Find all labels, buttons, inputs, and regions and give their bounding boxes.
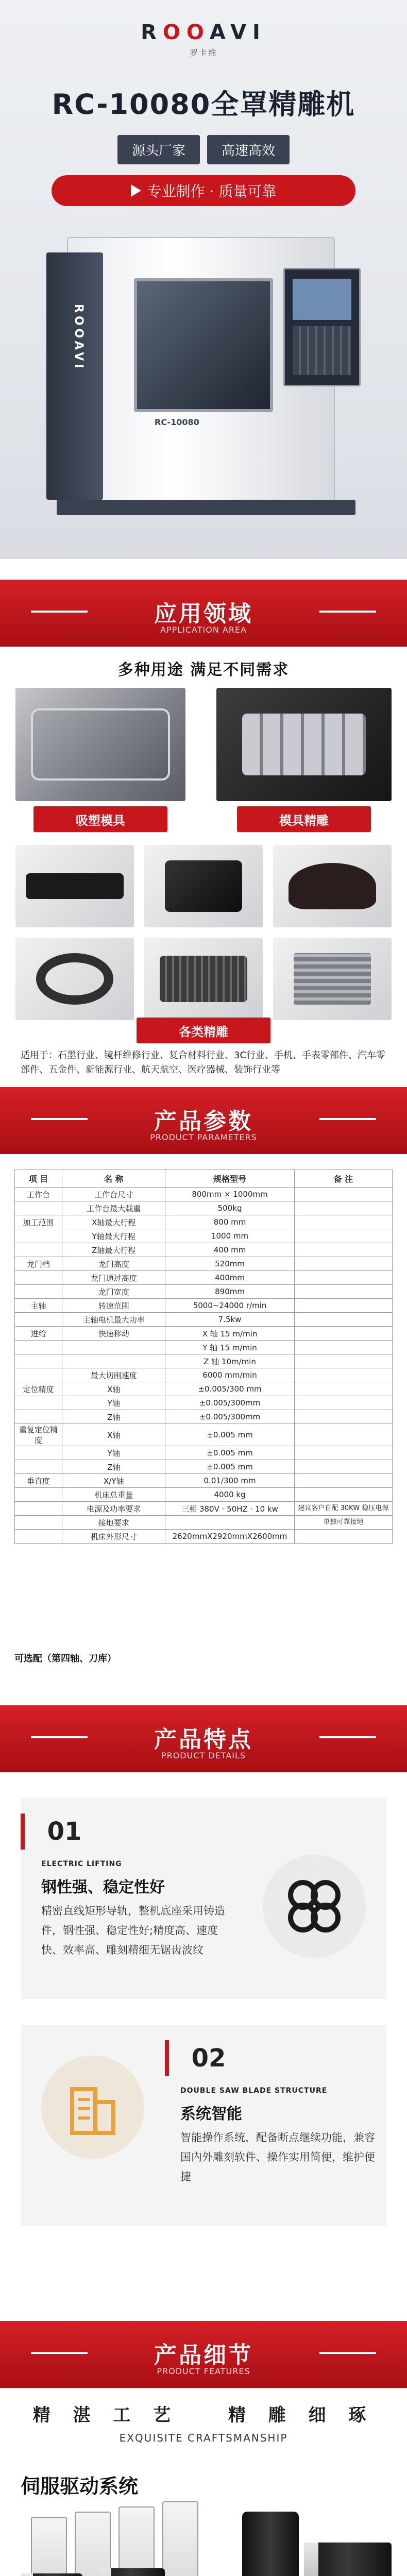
table-row <box>15 1354 393 1368</box>
table-cell-note: 建议客户自配 30KW 稳压电源 <box>294 1502 392 1516</box>
table-cell-group: 重复定位精度 <box>15 1424 62 1446</box>
table-row <box>15 1382 393 1396</box>
table-cell-spec: 400mm <box>165 1271 294 1285</box>
table-cell-spec: ±0.005/300mm <box>165 1396 294 1410</box>
table-header-cell: 规格型号 <box>165 1170 294 1188</box>
part-shape <box>165 860 242 912</box>
table-cell-name: 机床总重量 <box>62 1488 165 1502</box>
table-cell-spec: X 轴 15 m/min <box>165 1327 294 1341</box>
sample-photo-2 <box>144 845 263 927</box>
table-cell-name: Z轴最大行程 <box>62 1243 165 1257</box>
feature-card <box>21 2025 386 2226</box>
table-cell-name: Y轴最大行程 <box>62 1229 165 1243</box>
table-row <box>15 1341 393 1354</box>
table-cell-note <box>294 1215 392 1229</box>
table-cell-spec: 500kg <box>165 1201 294 1215</box>
feature-number-bar <box>21 1814 25 1850</box>
table-cell-note <box>294 1257 392 1271</box>
table-cell-group: 垂直度 <box>15 1474 62 1488</box>
table-row <box>15 1474 393 1488</box>
table-cell-name: 机床外形尺寸 <box>62 1530 165 1544</box>
table-cell-note <box>294 1382 392 1396</box>
table-row <box>15 1368 393 1382</box>
table-row <box>15 1285 393 1299</box>
params-section <box>0 1087 407 1705</box>
sample-photo-1 <box>15 845 134 927</box>
servo-driver <box>118 2506 155 2576</box>
table-cell-name: 快速移动 <box>62 1327 165 1341</box>
clover-icon <box>263 1855 366 1958</box>
table-row <box>15 1327 393 1341</box>
table-cell-note <box>294 1396 392 1410</box>
caption-various-engraving: 各类精雕 <box>137 1018 270 1043</box>
machine-control-panel <box>283 268 361 386</box>
table-cell-spec <box>165 1516 294 1530</box>
sample-photo-blister-mold <box>15 688 185 801</box>
table-cell-spec: ±0.005 mm <box>165 1424 294 1446</box>
table-cell-name: X/Y轴 <box>62 1474 165 1488</box>
section-subtitle: PRODUCT DETAILS <box>161 1751 246 1760</box>
table-header-cell: 备 注 <box>294 1170 392 1188</box>
feature-cn-title: 钢性强、稳定性好 <box>41 1878 165 1896</box>
application-subtitle: 多种用途 满足不同需求 <box>117 661 290 679</box>
craft-char: 琢 <box>348 2405 375 2426</box>
table-cell-name: X轴 <box>62 1382 165 1396</box>
table-header-cell: 项 目 <box>15 1170 62 1188</box>
part-shape <box>36 953 113 1005</box>
craft-char: 雕 <box>268 2405 294 2426</box>
table-cell-note <box>294 1313 392 1327</box>
servo-driver <box>75 2512 111 2576</box>
table-cell-note <box>294 1327 392 1341</box>
craft-char: 工 <box>113 2405 139 2426</box>
table-cell-name: Z轴 <box>62 1410 165 1424</box>
table-cell-spec: 1000 mm <box>165 1229 294 1243</box>
clover-icon-svg <box>286 1878 343 1935</box>
table-cell-spec: ±0.005 mm <box>165 1446 294 1460</box>
table-cell-name: X轴 <box>62 1424 165 1446</box>
table-row <box>15 1229 393 1243</box>
table-cell-group <box>15 1341 62 1354</box>
table-cell-name <box>62 1341 165 1354</box>
table-cell-spec: 890mm <box>165 1285 294 1299</box>
table-row <box>15 1446 393 1460</box>
section-title: 产品特点 <box>154 1726 253 1753</box>
table-cell-group: 主轴 <box>15 1299 62 1313</box>
table-cell-group <box>15 1354 62 1368</box>
table-cell-spec: ±0.005/300mm <box>165 1410 294 1424</box>
sample-photo-4 <box>15 938 134 1020</box>
section-subtitle: APPLICATION AREA <box>160 625 247 635</box>
table-cell-note <box>294 1188 392 1201</box>
features-section <box>0 1705 407 2321</box>
table-cell-spec: 0.01/300 mm <box>165 1474 294 1488</box>
table-cell-spec: 6000 mm/min <box>165 1368 294 1382</box>
table-cell-spec: 4000 kg <box>165 1488 294 1502</box>
table-row <box>15 1243 393 1257</box>
section-header <box>0 1705 407 1772</box>
servo-title: 伺服驱动系统 <box>21 2475 139 2498</box>
table-row <box>15 1488 393 1502</box>
table-cell-group <box>15 1271 62 1285</box>
table-cell-group <box>15 1516 62 1530</box>
feature-en-title: DOUBLE SAW BLADE STRUCTURE <box>180 2087 328 2095</box>
machine-model-plate: RC-10080 <box>155 417 199 427</box>
table-row <box>15 1201 393 1215</box>
table-cell-note <box>294 1243 392 1257</box>
table-cell-name: Y轴 <box>62 1446 165 1460</box>
table-cell-note <box>294 1354 392 1368</box>
caption-mold-engraving: 模具精雕 <box>237 806 371 832</box>
machine-image <box>36 222 371 531</box>
hero-tag: 高速高效 <box>207 135 290 164</box>
table-cell-note <box>294 1299 392 1313</box>
table-cell-note <box>294 1285 392 1299</box>
section-title: 应用领域 <box>154 601 253 627</box>
table-cell-note <box>294 1460 392 1474</box>
part-shape <box>294 953 371 1005</box>
table-cell-note <box>294 1424 392 1446</box>
section-header <box>0 2321 407 2388</box>
brand <box>0 21 407 58</box>
table-cell-name: Y轴 <box>62 1396 165 1410</box>
optional-config: 可选配（第四轴、刀库） <box>14 1653 116 1664</box>
feature-number-bar <box>165 2040 169 2076</box>
table-cell-spec: 三相 380V · 50HZ · 10 kw <box>165 1502 294 1516</box>
hero-tags <box>0 135 407 164</box>
application-text: 适用于：石墨行业、镜杆维修行业、复合材料行业、3C行业、手机、手表零部件、汽车零部件、五金件、新能源行业、航天航空、医疗器械、装饰行业等 <box>21 1050 386 1075</box>
table-cell-spec: ±0.005/300 mm <box>165 1382 294 1396</box>
table-row <box>15 1410 393 1424</box>
table-cell-note: 单独可靠接地 <box>294 1516 392 1530</box>
hero-title: RC-10080全罩精雕机 <box>52 88 355 121</box>
feature-en-title: ELECTRIC LIFTING <box>41 1860 122 1868</box>
table-cell-group <box>15 1446 62 1460</box>
craft-slogan-en: EXQUISITE CRAFTSMANSHIP <box>119 2432 288 2444</box>
feature-cn-title: 系统智能 <box>180 2105 242 2123</box>
table-row <box>15 1502 393 1516</box>
hero-section <box>0 0 407 559</box>
craft-char: 细 <box>308 2405 334 2426</box>
craft-char: 精 <box>32 2405 59 2426</box>
machine-window <box>134 278 273 412</box>
table-row <box>15 1424 393 1446</box>
play-icon <box>131 184 141 197</box>
section-subtitle: PRODUCT PARAMETERS <box>150 1132 257 1142</box>
table-cell-group <box>15 1229 62 1243</box>
hero-tag: 源头厂家 <box>117 135 200 164</box>
table-cell-group <box>15 1285 62 1299</box>
table-cell-note <box>294 1474 392 1488</box>
machine-base <box>57 500 355 515</box>
table-cell-group: 进给 <box>15 1327 62 1341</box>
table-cell-name: 电源及功率要求 <box>62 1502 165 1516</box>
table-row <box>15 1257 393 1271</box>
table-cell-note <box>294 1488 392 1502</box>
table-cell-group <box>15 1201 62 1215</box>
table-cell-note <box>294 1201 392 1215</box>
building-icon <box>41 2056 144 2159</box>
craft-char: 湛 <box>73 2405 99 2426</box>
table-cell-name: 工作台尺寸 <box>62 1188 165 1201</box>
section-title: 产品细节 <box>154 2342 253 2368</box>
control-keypad <box>293 326 351 375</box>
table-cell-spec: 5000~24000 r/min <box>165 1299 294 1313</box>
table-cell-group: 定位精度 <box>15 1382 62 1396</box>
table-cell-group <box>15 1396 62 1410</box>
part-shape <box>26 873 124 899</box>
feature-description: 精密直线矩形导轨，整机底座采用铸造件，钢性强、稳定性好;精度高、速度快、效率高、雕刻精细无锯齿波纹 <box>41 1905 225 1956</box>
table-cell-group: 龙门档 <box>15 1257 62 1271</box>
table-cell-group <box>15 1488 62 1502</box>
table-cell-group <box>15 1368 62 1382</box>
table-row <box>15 1299 393 1313</box>
table-cell-spec: 800mm × 1000mm <box>165 1188 294 1201</box>
section-title: 产品参数 <box>154 1108 253 1134</box>
table-cell-note <box>294 1446 392 1460</box>
table-row <box>15 1460 393 1474</box>
hero-slogan-text: 专业制作 · 质量可靠 <box>147 183 277 200</box>
feature-card <box>21 1798 386 1999</box>
servo-driver <box>162 2501 198 2576</box>
sample-photo-6 <box>273 938 392 1020</box>
table-cell-note <box>294 1271 392 1285</box>
application-section <box>0 559 407 1087</box>
table-row <box>15 1188 393 1201</box>
table-cell-name: 龙门通过高度 <box>62 1271 165 1285</box>
mold-cavity-shape <box>242 714 366 775</box>
table-cell-note <box>294 1341 392 1354</box>
table-cell-spec: ±0.005 mm <box>165 1460 294 1474</box>
table-cell-name <box>62 1354 165 1368</box>
table-cell-group: 工作台 <box>15 1188 62 1201</box>
table-row <box>15 1530 393 1544</box>
table-row <box>15 1215 393 1229</box>
table-cell-spec: 520mm <box>165 1257 294 1271</box>
table-row <box>15 1396 393 1410</box>
table-cell-spec: 400 mm <box>165 1243 294 1257</box>
table-cell-spec: 800 mm <box>165 1215 294 1229</box>
table-cell-spec: 2620mmX2920mmX2600mm <box>165 1530 294 1544</box>
table-cell-spec: 7.5kw <box>165 1313 294 1327</box>
table-cell-spec: Z 轴 10m/min <box>165 1354 294 1368</box>
table-cell-name: 最大切削速度 <box>62 1368 165 1382</box>
table-cell-group <box>15 1243 62 1257</box>
machine-side-panel <box>46 252 103 500</box>
params-table-body <box>15 1188 393 1544</box>
servo-motor-flange <box>21 2573 33 2576</box>
servo-driver <box>31 2517 67 2576</box>
feature-number: 02 <box>191 2044 226 2073</box>
building-icon-svg <box>67 2079 118 2136</box>
table-cell-name: 龙门宽度 <box>62 1285 165 1299</box>
table-cell-group <box>15 1502 62 1516</box>
sample-photo-5 <box>144 938 263 1020</box>
table-cell-name: 转速范围 <box>62 1299 165 1313</box>
params-table <box>14 1170 393 1544</box>
sample-photo-mold-engraving <box>216 688 392 801</box>
table-cell-group: 加工范围 <box>15 1215 62 1229</box>
servo-motor-flange <box>98 2568 111 2576</box>
table-cell-group <box>15 1410 62 1424</box>
table-row <box>15 1516 393 1530</box>
craft-char: 艺 <box>153 2405 179 2426</box>
table-cell-name: Z轴 <box>62 1460 165 1474</box>
table-row <box>15 1313 393 1327</box>
table-cell-name: 工作台最大载重 <box>62 1201 165 1215</box>
feature-description: 智能操作系统，配备断点继续功能，兼容国内外雕刻软件、操作实用简便，维护便捷 <box>180 2131 375 2183</box>
craft-slogan <box>0 2401 407 2426</box>
table-cell-name: 主轴电机最大功率 <box>62 1313 165 1327</box>
machine-logo: ROOAVI <box>72 304 85 371</box>
part-shape <box>289 863 376 909</box>
feature-number: 01 <box>47 1817 82 1846</box>
table-cell-name: 接地要求 <box>62 1516 165 1530</box>
mold-shape <box>31 708 170 781</box>
sample-photo-3 <box>273 845 392 927</box>
table-cell-note <box>294 1530 392 1544</box>
section-header <box>0 1087 407 1154</box>
table-cell-group <box>15 1460 62 1474</box>
section-subtitle: PRODUCT FEATURES <box>157 2366 250 2376</box>
table-cell-note <box>294 1229 392 1243</box>
table-cell-note <box>294 1368 392 1382</box>
table-header-row <box>15 1170 393 1188</box>
hero-slogan <box>52 175 355 206</box>
table-cell-name: 龙门高度 <box>62 1257 165 1271</box>
servo-motor-flange <box>304 2543 318 2576</box>
details-section <box>0 2321 407 2576</box>
caption-blister-mold: 吸塑模具 <box>33 806 167 832</box>
brand-logo: ROOAVI <box>141 21 266 44</box>
brand-logo-sub: 罗卡维 <box>189 48 217 58</box>
craft-char: 精 <box>228 2405 254 2426</box>
table-cell-note <box>294 1410 392 1424</box>
table-row <box>15 1271 393 1285</box>
part-shape <box>160 956 247 1002</box>
section-header <box>0 580 407 647</box>
control-screen <box>293 279 351 320</box>
table-cell-name: X轴最大行程 <box>62 1215 165 1229</box>
servo-driver-black <box>242 2512 299 2576</box>
table-cell-group <box>15 1313 62 1327</box>
table-cell-group <box>15 1530 62 1544</box>
table-header-cell: 名 称 <box>62 1170 165 1188</box>
table-cell-spec: Y 轴 15 m/min <box>165 1341 294 1354</box>
